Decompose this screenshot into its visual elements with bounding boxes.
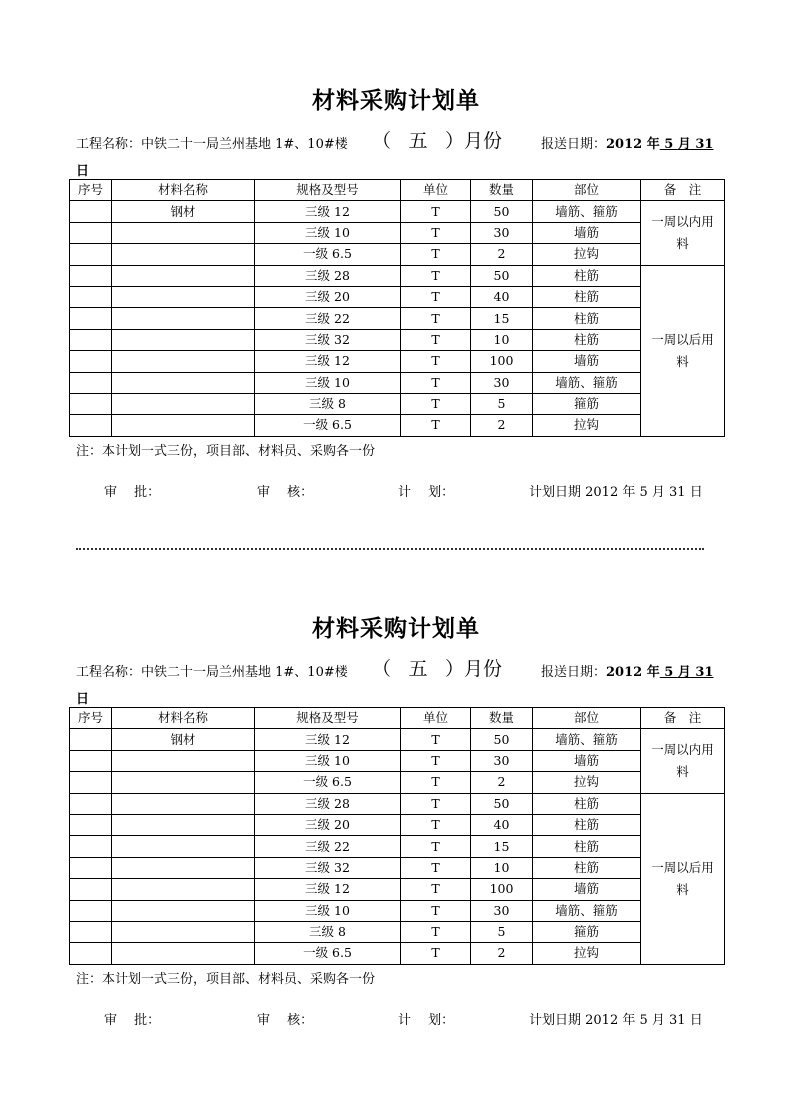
cell-no <box>70 351 112 372</box>
cell-spec: 三级 8 <box>255 921 401 942</box>
cell-unit: T <box>401 793 471 814</box>
table-row <box>70 286 725 307</box>
send-month: 5 <box>659 665 678 680</box>
cell-qty: 10 <box>471 857 533 878</box>
cell-part: 柱筋 <box>533 286 641 307</box>
send-label: 报送日期： <box>541 665 607 680</box>
cell-spec: 三级 32 <box>255 329 401 350</box>
cell-part: 柱筋 <box>533 814 641 835</box>
cell-qty: 10 <box>471 329 533 350</box>
table-row <box>70 244 725 265</box>
table-row <box>70 836 725 857</box>
cell-no <box>70 921 112 942</box>
col-header-spec: 规格及型号 <box>255 708 401 729</box>
cell-material-name <box>112 793 255 814</box>
cell-part: 柱筋 <box>533 265 641 286</box>
header-info <box>76 129 726 153</box>
cell-unit: T <box>401 286 471 307</box>
cell-unit: T <box>401 244 471 265</box>
cell-spec: 三级 20 <box>255 286 401 307</box>
cell-qty: 30 <box>471 222 533 243</box>
cell-material-name <box>112 921 255 942</box>
send-date <box>541 661 713 680</box>
cell-unit: T <box>401 900 471 921</box>
cell-part: 墙筋 <box>533 351 641 372</box>
cell-unit: T <box>401 393 471 414</box>
cell-unit: T <box>401 222 471 243</box>
cell-no <box>70 244 112 265</box>
cell-qty: 5 <box>471 921 533 942</box>
cell-no <box>70 329 112 350</box>
send-year: 2012 年 <box>606 137 660 152</box>
table-row <box>70 201 725 222</box>
cell-qty: 2 <box>471 943 533 964</box>
cell-material-name <box>112 286 255 307</box>
col-header-unit: 单位 <box>401 180 471 201</box>
cell-qty: 30 <box>471 900 533 921</box>
col-header-spec: 规格及型号 <box>255 180 401 201</box>
cell-material-name <box>112 372 255 393</box>
cell-no <box>70 750 112 771</box>
cell-material-name <box>112 415 255 436</box>
cell-material-name <box>112 900 255 921</box>
purchase-plan-form-1 <box>0 0 792 500</box>
col-header-qty: 数量 <box>471 180 533 201</box>
cell-material-name <box>112 750 255 771</box>
header-info <box>76 657 726 681</box>
table-row <box>70 393 725 414</box>
cell-material-name <box>112 393 255 414</box>
send-year: 2012 年 <box>606 665 660 680</box>
cell-part: 墙筋、箍筋 <box>533 372 641 393</box>
materials-table <box>69 179 725 437</box>
col-header-name: 材料名称 <box>112 180 255 201</box>
cell-spec: 一级 6.5 <box>255 772 401 793</box>
cell-unit: T <box>401 750 471 771</box>
cell-no <box>70 857 112 878</box>
cell-unit: T <box>401 836 471 857</box>
col-header-unit: 单位 <box>401 708 471 729</box>
cell-qty: 100 <box>471 351 533 372</box>
table-row <box>70 351 725 372</box>
cell-no <box>70 286 112 307</box>
remark-line: 一周以内用 <box>651 213 714 229</box>
cell-unit: T <box>401 372 471 393</box>
cell-spec: 三级 8 <box>255 393 401 414</box>
cell-part: 墙筋 <box>533 879 641 900</box>
cell-part: 柱筋 <box>533 308 641 329</box>
cell-part: 墙筋 <box>533 750 641 771</box>
review-label: 审 核： <box>257 1013 314 1028</box>
cell-material-name: 钢材 <box>112 201 255 222</box>
table-header-row <box>70 180 725 201</box>
cell-spec: 三级 28 <box>255 793 401 814</box>
cell-unit: T <box>401 772 471 793</box>
cell-no <box>70 308 112 329</box>
cell-part: 墙筋 <box>533 222 641 243</box>
cell-qty: 100 <box>471 879 533 900</box>
send-date <box>541 133 713 152</box>
send-day: 31 <box>690 137 714 152</box>
cell-remark <box>641 729 725 793</box>
cell-qty: 30 <box>471 750 533 771</box>
cell-qty: 15 <box>471 836 533 857</box>
cell-unit: T <box>401 415 471 436</box>
cell-qty: 50 <box>471 729 533 750</box>
cell-spec: 三级 12 <box>255 201 401 222</box>
remark-line: 料 <box>676 353 689 369</box>
month-value: 五 <box>408 658 428 680</box>
plan-date: 计划日期 2012 年 5 月 31 日 <box>529 1013 703 1028</box>
table-row <box>70 415 725 436</box>
table-row <box>70 308 725 329</box>
table-row <box>70 265 725 286</box>
col-header-no: 序号 <box>70 180 112 201</box>
cell-material-name <box>112 836 255 857</box>
form-title: 材料采购计划单 <box>312 87 480 114</box>
materials-table <box>69 707 725 965</box>
cell-qty: 50 <box>471 265 533 286</box>
remark-line: 料 <box>676 763 689 779</box>
cell-qty: 40 <box>471 814 533 835</box>
cell-no <box>70 729 112 750</box>
cell-spec: 三级 12 <box>255 879 401 900</box>
cell-material-name <box>112 351 255 372</box>
cell-material-name <box>112 265 255 286</box>
cell-part: 拉钩 <box>533 415 641 436</box>
cell-no <box>70 265 112 286</box>
cell-qty: 30 <box>471 372 533 393</box>
send-month-unit: 月 <box>677 137 691 152</box>
cell-qty: 50 <box>471 793 533 814</box>
project-name: 工程名称：中铁二十一局兰州基地 1#、10#楼 <box>76 137 348 152</box>
send-month-unit: 月 <box>677 665 691 680</box>
month-close: ）月份 <box>445 658 503 680</box>
cell-unit: T <box>401 729 471 750</box>
cell-unit: T <box>401 265 471 286</box>
cell-unit: T <box>401 201 471 222</box>
cell-material-name <box>112 244 255 265</box>
cell-no <box>70 372 112 393</box>
cell-qty: 2 <box>471 772 533 793</box>
remark-line: 料 <box>676 881 689 897</box>
send-month: 5 <box>659 137 678 152</box>
review-label: 审 核： <box>257 485 314 500</box>
cell-spec: 三级 10 <box>255 222 401 243</box>
month-value: 五 <box>408 130 428 152</box>
cell-part: 拉钩 <box>533 943 641 964</box>
col-header-name: 材料名称 <box>112 708 255 729</box>
signature-line <box>0 1009 792 1029</box>
cell-qty: 2 <box>471 415 533 436</box>
cell-part: 墙筋、箍筋 <box>533 201 641 222</box>
col-header-part: 部位 <box>533 708 641 729</box>
cell-spec: 三级 10 <box>255 372 401 393</box>
cell-material-name <box>112 879 255 900</box>
table-row <box>70 900 725 921</box>
cell-remark <box>641 793 725 964</box>
cell-unit: T <box>401 879 471 900</box>
plan-date: 计划日期 2012 年 5 月 31 日 <box>529 485 703 500</box>
cell-no <box>70 201 112 222</box>
cell-spec: 三级 32 <box>255 857 401 878</box>
footnote: 注：本计划一式三份，项目部、材料员、采购各一份 <box>76 444 376 459</box>
cell-qty: 2 <box>471 244 533 265</box>
remark-line: 料 <box>676 235 689 251</box>
cell-material-name <box>112 222 255 243</box>
signature-line <box>0 481 792 501</box>
remark-line: 一周以后用 <box>651 331 714 347</box>
cell-unit: T <box>401 921 471 942</box>
cell-no <box>70 415 112 436</box>
cell-part: 墙筋、箍筋 <box>533 900 641 921</box>
cell-no <box>70 222 112 243</box>
month-open: （ <box>372 658 392 680</box>
cell-material-name: 钢材 <box>112 729 255 750</box>
cell-no <box>70 393 112 414</box>
table-row <box>70 222 725 243</box>
cell-unit: T <box>401 943 471 964</box>
table-row <box>70 729 725 750</box>
table-row <box>70 329 725 350</box>
footnote: 注：本计划一式三份，项目部、材料员、采购各一份 <box>76 972 376 987</box>
cell-remark <box>641 201 725 265</box>
cell-qty: 40 <box>471 286 533 307</box>
col-header-no: 序号 <box>70 708 112 729</box>
cell-unit: T <box>401 308 471 329</box>
cell-material-name <box>112 814 255 835</box>
send-day: 31 <box>690 665 714 680</box>
cell-unit: T <box>401 329 471 350</box>
cell-unit: T <box>401 351 471 372</box>
col-header-part: 部位 <box>533 180 641 201</box>
table-row <box>70 879 725 900</box>
cell-spec: 三级 20 <box>255 814 401 835</box>
cell-no <box>70 900 112 921</box>
cell-material-name <box>112 308 255 329</box>
cell-no <box>70 814 112 835</box>
approve-label: 审 批： <box>104 1013 161 1028</box>
cell-spec: 三级 12 <box>255 729 401 750</box>
table-row <box>70 772 725 793</box>
send-label: 报送日期： <box>541 137 607 152</box>
cell-no <box>70 879 112 900</box>
form-title: 材料采购计划单 <box>312 615 480 642</box>
cell-part: 拉钩 <box>533 244 641 265</box>
cell-spec: 一级 6.5 <box>255 244 401 265</box>
cell-material-name <box>112 329 255 350</box>
send-day-unit: 日 <box>76 164 90 179</box>
table-row <box>70 921 725 942</box>
month-open: （ <box>372 130 392 152</box>
cell-spec: 三级 12 <box>255 351 401 372</box>
cell-qty: 50 <box>471 201 533 222</box>
cell-material-name <box>112 943 255 964</box>
cell-no <box>70 943 112 964</box>
remark-line: 一周以后用 <box>651 859 714 875</box>
col-header-qty: 数量 <box>471 708 533 729</box>
cell-part: 墙筋、箍筋 <box>533 729 641 750</box>
project-name: 工程名称：中铁二十一局兰州基地 1#、10#楼 <box>76 665 348 680</box>
purchase-plan-form-2 <box>0 528 792 1028</box>
month-close: ）月份 <box>445 130 503 152</box>
plan-label: 计 划： <box>398 485 455 500</box>
send-day-unit: 日 <box>76 692 90 707</box>
cell-spec: 一级 6.5 <box>255 415 401 436</box>
cell-spec: 三级 28 <box>255 265 401 286</box>
table-row <box>70 943 725 964</box>
table-row <box>70 372 725 393</box>
cell-no <box>70 836 112 857</box>
plan-label: 计 划： <box>398 1013 455 1028</box>
cell-spec: 一级 6.5 <box>255 943 401 964</box>
table-header-row <box>70 708 725 729</box>
cell-part: 箍筋 <box>533 921 641 942</box>
cell-spec: 三级 22 <box>255 308 401 329</box>
approve-label: 审 批： <box>104 485 161 500</box>
remark-line: 一周以内用 <box>651 741 714 757</box>
cell-remark <box>641 265 725 436</box>
cell-part: 拉钩 <box>533 772 641 793</box>
cell-part: 柱筋 <box>533 329 641 350</box>
cell-material-name <box>112 857 255 878</box>
cell-part: 柱筋 <box>533 836 641 857</box>
cell-material-name <box>112 772 255 793</box>
cell-unit: T <box>401 857 471 878</box>
table-row <box>70 814 725 835</box>
cell-no <box>70 793 112 814</box>
plan-month <box>372 126 502 153</box>
cell-spec: 三级 10 <box>255 750 401 771</box>
cell-spec: 三级 22 <box>255 836 401 857</box>
cell-qty: 5 <box>471 393 533 414</box>
col-header-remark: 备 注 <box>641 708 725 729</box>
cell-part: 柱筋 <box>533 793 641 814</box>
cell-part: 柱筋 <box>533 857 641 878</box>
cell-spec: 三级 10 <box>255 900 401 921</box>
table-row <box>70 750 725 771</box>
cell-unit: T <box>401 814 471 835</box>
plan-month <box>372 654 502 681</box>
cell-qty: 15 <box>471 308 533 329</box>
cell-no <box>70 772 112 793</box>
cell-part: 箍筋 <box>533 393 641 414</box>
table-row <box>70 793 725 814</box>
col-header-remark: 备 注 <box>641 180 725 201</box>
table-row <box>70 857 725 878</box>
